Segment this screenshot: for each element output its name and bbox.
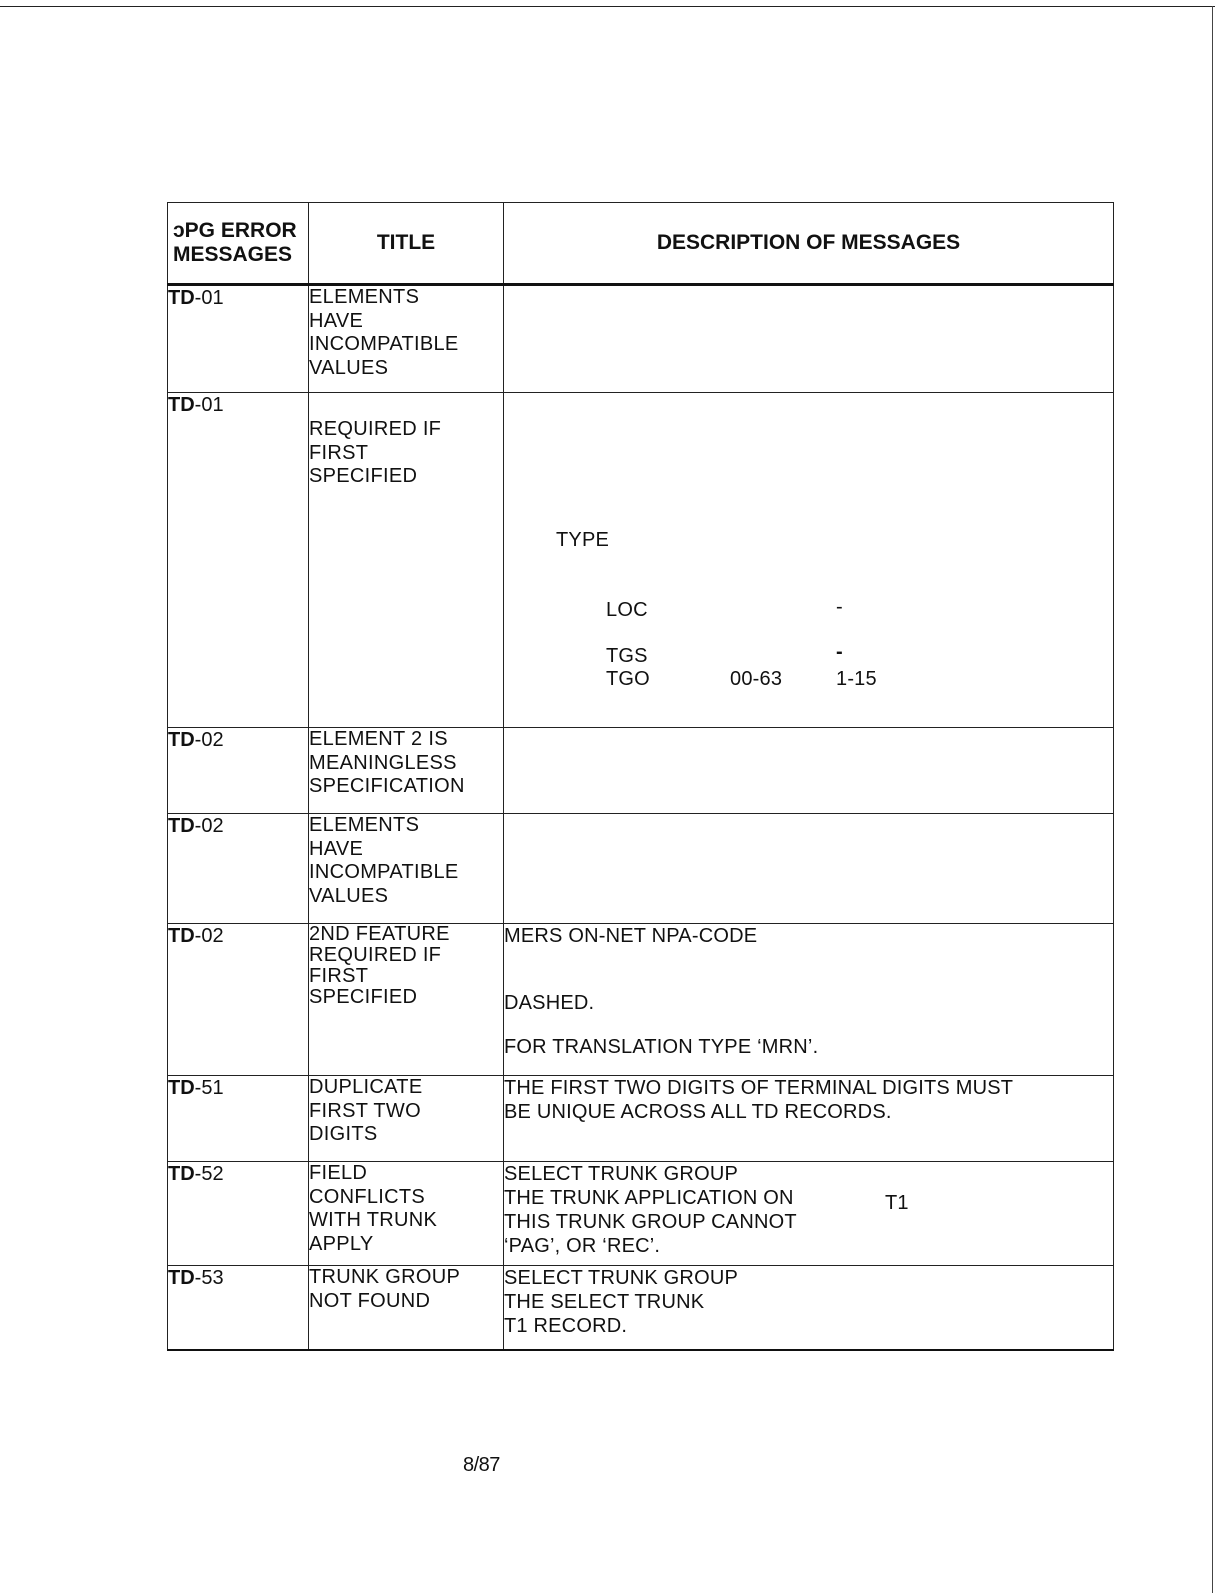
- table-row: [168, 814, 1114, 924]
- header-code: [168, 203, 309, 285]
- description-line: THE FIRST TWO DIGITS OF TERMINAL DIGITS MUST: [504, 1077, 1014, 1099]
- description-line: SELECT TRUNK GROUP: [504, 1267, 739, 1289]
- error-code: TD-01: [168, 285, 309, 393]
- error-title: ELEMENTS HAVE INCOMPATIBLE VALUES: [309, 814, 504, 924]
- description-line: THIS TRUNK GROUP CANNOT: [504, 1211, 797, 1233]
- type-label: TYPE: [556, 529, 610, 551]
- table-row: [168, 1266, 1114, 1350]
- header-code-line1: ɔPG ERROR: [173, 219, 297, 242]
- error-messages-table: [167, 202, 1114, 1351]
- error-title: 2ND FEATURE REQUIRED IF FIRST SPECIFIED: [309, 924, 504, 1076]
- type-tgs: TGS: [606, 645, 648, 667]
- description-line: MERS ON-NET NPA-CODE: [504, 925, 758, 947]
- error-description: [504, 924, 1114, 1076]
- error-code: TD-02: [168, 814, 309, 924]
- description-line: DASHED.: [504, 992, 595, 1014]
- error-code: TD-02: [168, 924, 309, 1076]
- table-row: [168, 924, 1114, 1076]
- error-title: REQUIRED IF FIRST SPECIFIED: [309, 393, 504, 728]
- error-description: [504, 285, 1114, 393]
- description-line: THE SELECT TRUNK: [504, 1291, 705, 1313]
- table-row: [168, 393, 1114, 728]
- error-title: ELEMENT 2 IS MEANINGLESS SPECIFICATION: [309, 728, 504, 814]
- type-tgo-range2: 1-15: [836, 668, 877, 690]
- table-row: [168, 285, 1114, 393]
- type-tgo-range1: 00-63: [730, 668, 783, 690]
- error-description: [504, 393, 1114, 728]
- description-line: BE UNIQUE ACROSS ALL TD RECORDS.: [504, 1101, 892, 1123]
- error-description: [504, 1266, 1114, 1350]
- header-code-line2: MESSAGES: [173, 243, 293, 266]
- translation-type-table: [504, 393, 1113, 713]
- error-description: [504, 1162, 1114, 1266]
- error-title: ELEMENTS HAVE INCOMPATIBLE VALUES: [309, 285, 504, 393]
- type-tgo: TGO: [606, 668, 650, 690]
- page-right-rule: [1212, 6, 1213, 1593]
- trunk-type-t1: T1: [885, 1192, 909, 1214]
- header-description-label: DESCRIPTION OF MESSAGES: [656, 231, 961, 254]
- description-line: ‘PAG’, OR ‘REC’.: [504, 1235, 661, 1257]
- header-title-label: TITLE: [376, 231, 436, 254]
- description-line: T1 RECORD.: [504, 1315, 628, 1337]
- error-title: TRUNK GROUP NOT FOUND: [309, 1266, 504, 1350]
- header-title: [309, 203, 504, 285]
- error-title: FIELD CONFLICTS WITH TRUNK APPLY: [309, 1162, 504, 1266]
- description-line: THE TRUNK APPLICATION ON: [504, 1187, 794, 1209]
- type-loc: LOC: [606, 599, 648, 621]
- error-code: TD-52: [168, 1162, 309, 1266]
- error-code: TD-01: [168, 393, 309, 728]
- page-number: 8/87: [463, 1454, 500, 1476]
- error-code: TD-02: [168, 728, 309, 814]
- error-title: DUPLICATE FIRST TWO DIGITS: [309, 1076, 504, 1162]
- error-code: TD-53: [168, 1266, 309, 1350]
- error-code: TD-51: [168, 1076, 309, 1162]
- error-description: [504, 728, 1114, 814]
- table-header-row: [168, 203, 1114, 285]
- description-line: FOR TRANSLATION TYPE ‘MRN’.: [504, 1036, 819, 1058]
- header-description: [504, 203, 1114, 285]
- type-tgs-range: -: [836, 641, 843, 663]
- table-row: [168, 1162, 1114, 1266]
- description-line: SELECT TRUNK GROUP: [504, 1163, 739, 1185]
- type-loc-range: -: [836, 596, 843, 618]
- error-description: [504, 1076, 1114, 1162]
- table-row: [168, 728, 1114, 814]
- table-row: [168, 1076, 1114, 1162]
- page-top-rule: [0, 6, 1215, 7]
- error-description: [504, 814, 1114, 924]
